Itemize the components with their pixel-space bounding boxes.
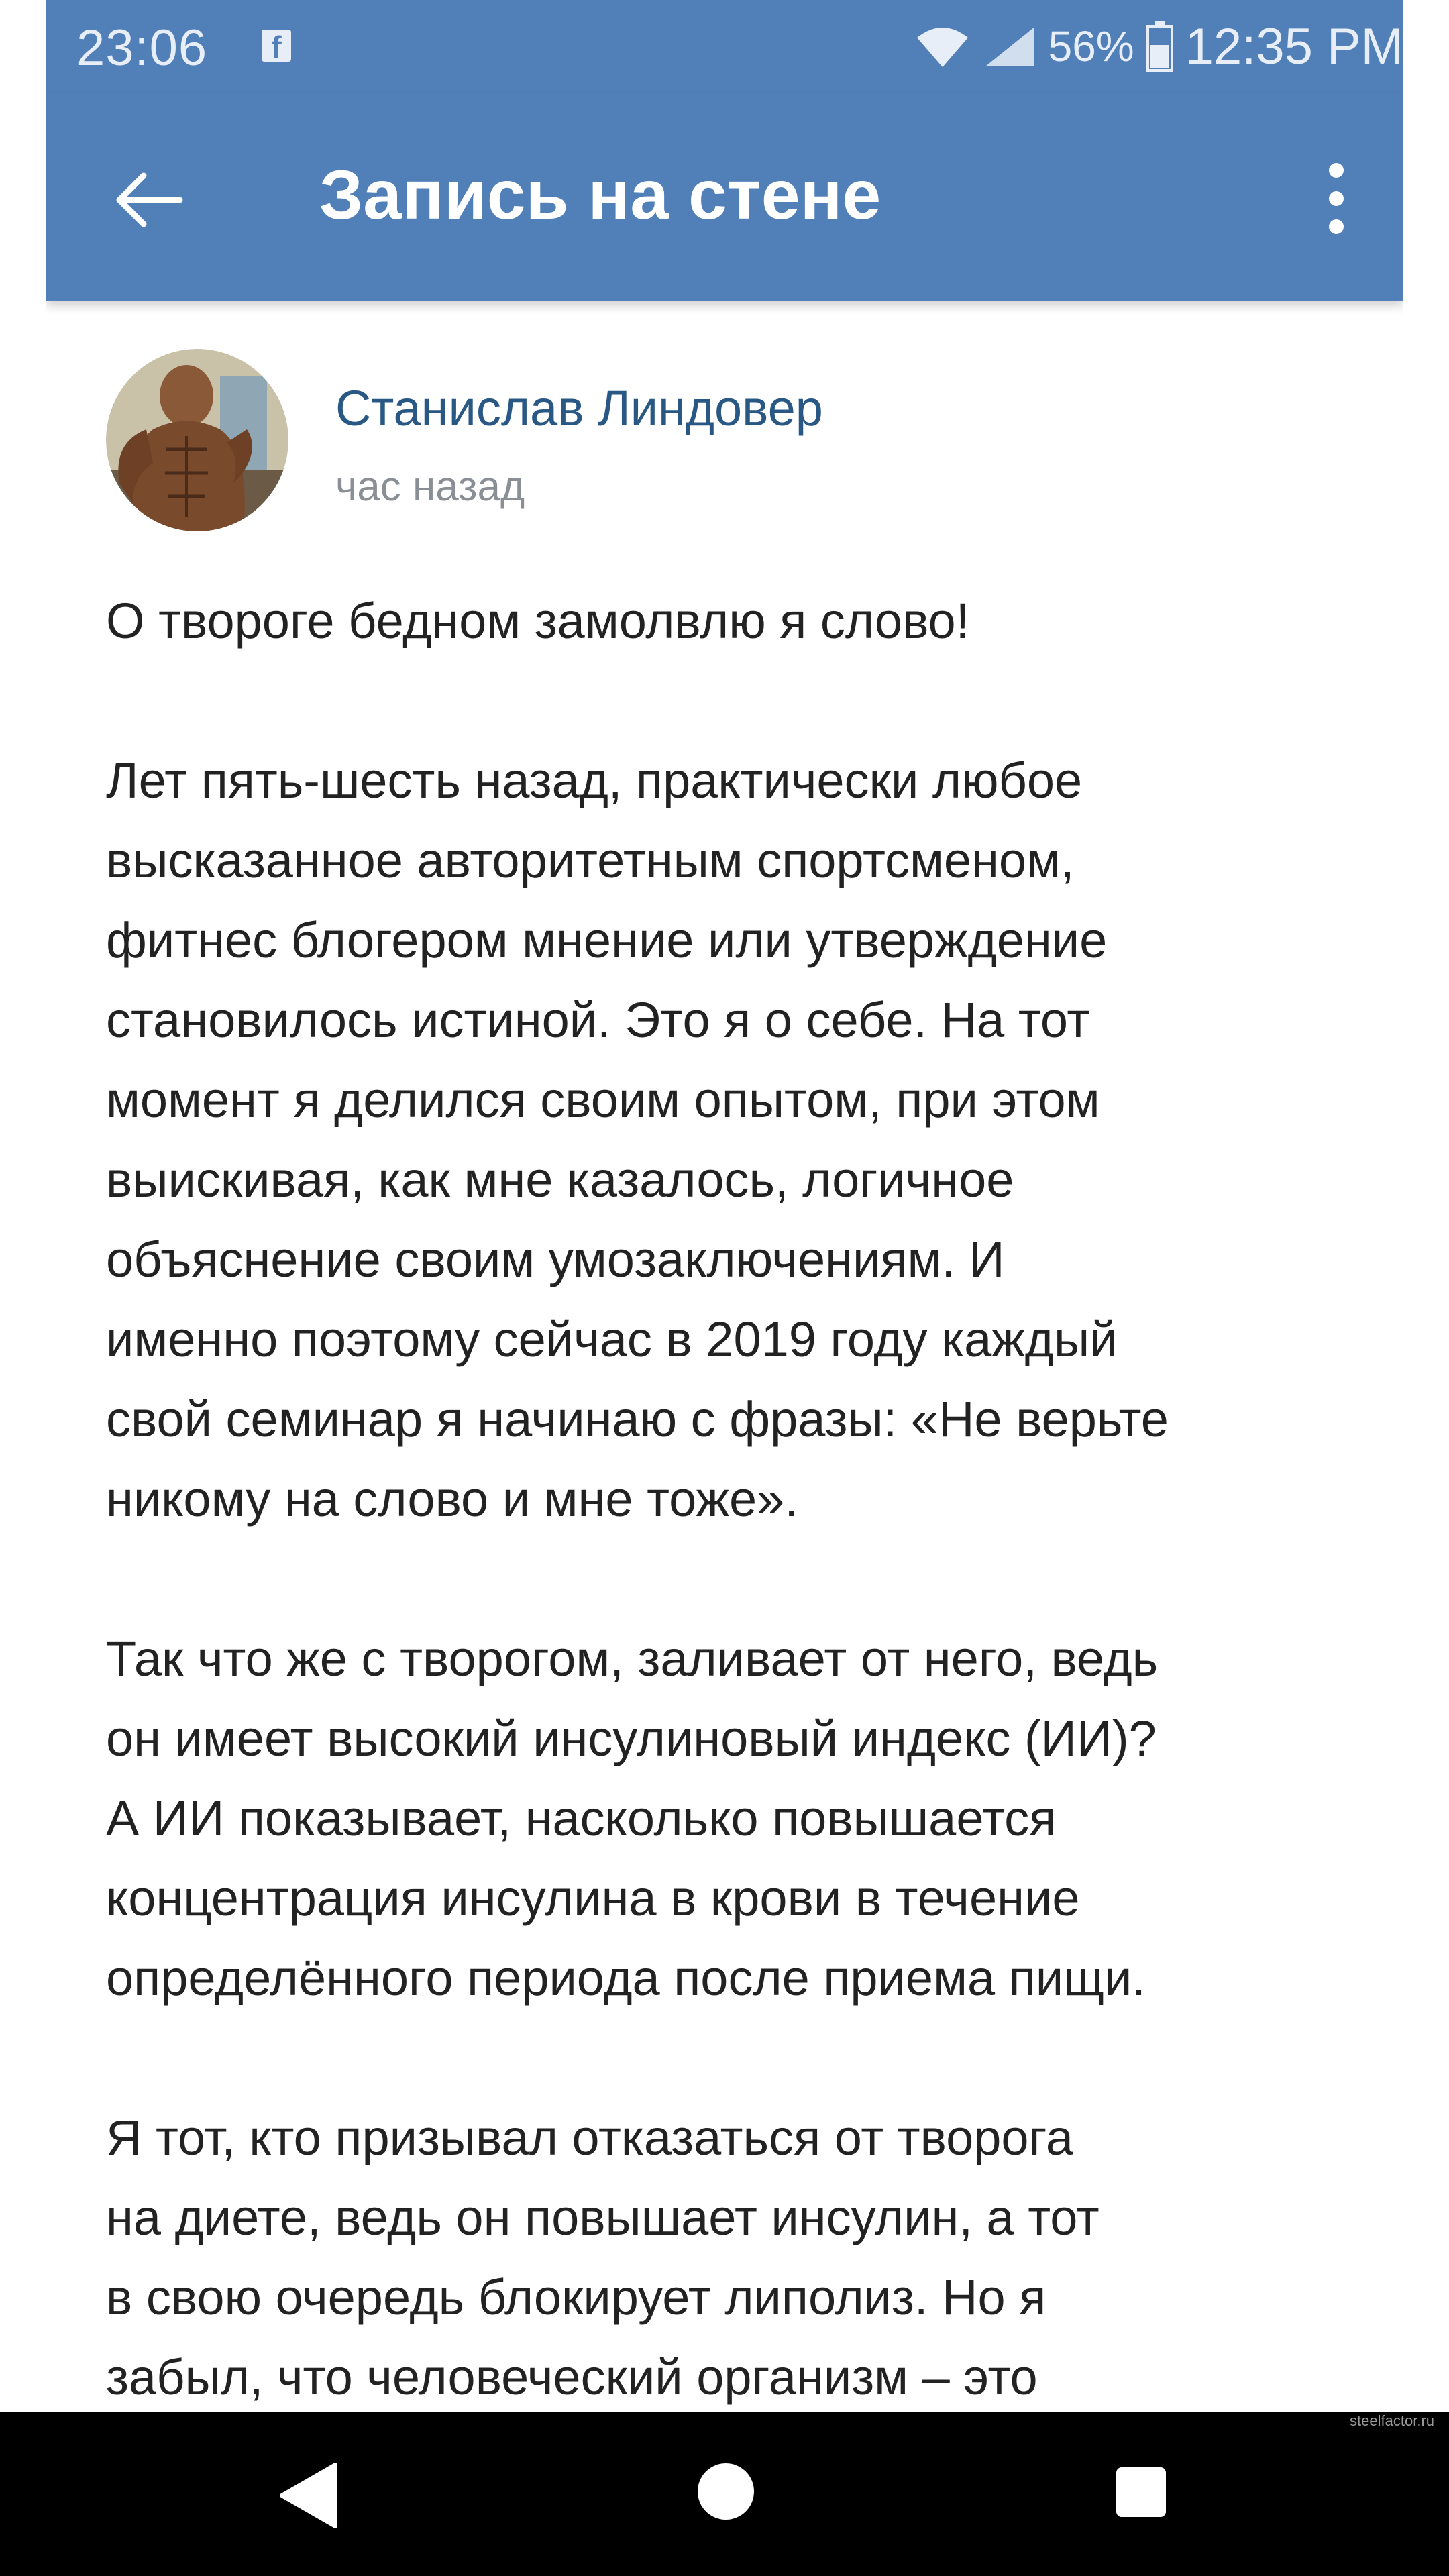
watermark: steelfactor.ru xyxy=(1350,2412,1434,2429)
text-line: Лет пять-шесть назад, практически любое xyxy=(106,753,1083,808)
text-line: именно поэтому сейчас в 2019 году каждый xyxy=(106,1311,1118,1367)
nav-recents-icon[interactable] xyxy=(1116,2467,1166,2517)
text-line: забыл, что человеческий организм – это xyxy=(106,2349,1038,2405)
text-line: момент я делился своим опытом, при этом xyxy=(106,1072,1100,1128)
avatar[interactable] xyxy=(106,349,288,531)
text-line: свой семинар я начинаю с фразы: «Не верьте xyxy=(106,1391,1169,1447)
battery-percent: 56% xyxy=(1048,22,1134,70)
left-margin xyxy=(0,0,46,2412)
text-line: Так что же с творогом, заливает от него, ведь xyxy=(106,1631,1159,1686)
text-line: определённого периода после приема пищи. xyxy=(106,1950,1146,2006)
post-paragraph xyxy=(106,2098,1381,2412)
author-name[interactable]: Станислав Линдовер xyxy=(335,380,823,436)
text-line: выискивая, как мне казалось, логичное xyxy=(106,1152,1014,1208)
wifi-icon xyxy=(914,23,971,70)
text-line: он имеет высокий инсулиновый индекс (ИИ)? xyxy=(106,1711,1157,1766)
battery-icon xyxy=(1146,21,1173,72)
status-bar xyxy=(46,0,1403,94)
status-time-right: 12:35 PM xyxy=(1185,17,1403,75)
arrow-left-icon[interactable] xyxy=(113,168,186,232)
right-margin xyxy=(1403,0,1449,2412)
signal-icon xyxy=(983,25,1036,68)
text-line: концентрация инсулина в крови в течение xyxy=(106,1870,1080,1926)
status-indicators xyxy=(914,16,1403,76)
post-text xyxy=(106,581,1381,2412)
text-line: фитнес блогером мнение или утверждение xyxy=(106,912,1108,968)
text-line: в свою очередь блокирует липолиз. Но я xyxy=(106,2269,1046,2325)
post-header xyxy=(46,349,1403,543)
status-time-left: 23:06 xyxy=(76,19,208,76)
text-line: объяснение своим умозаключениям. И xyxy=(106,1232,1005,1287)
text-line: Я тот, кто призывал отказаться от творога xyxy=(106,2110,1074,2165)
post-paragraph xyxy=(106,1619,1381,2018)
text-line: становилось истиной. Это я о себе. На тот xyxy=(106,992,1090,1048)
page-title: Запись на стене xyxy=(319,156,881,234)
app-bar xyxy=(46,94,1403,301)
text-line: О твороге бедном замолвлю я слово! xyxy=(106,593,970,649)
nav-home-icon[interactable] xyxy=(698,2463,754,2520)
text-line: А ИИ показывает, насколько повышается xyxy=(106,1790,1057,1846)
post-paragraph xyxy=(106,581,1381,661)
navigation-bar xyxy=(0,2412,1449,2576)
post-paragraph xyxy=(106,741,1381,1539)
text-line: высказанное авторитетным спортсменом, xyxy=(106,833,1075,888)
text-line: на диете, ведь он повышает инсулин, а тот xyxy=(106,2190,1099,2245)
more-vertical-icon[interactable] xyxy=(1316,158,1356,239)
facebook-icon: f xyxy=(262,30,291,62)
post-timestamp: час назад xyxy=(335,464,525,510)
phone-screen xyxy=(46,0,1403,2412)
nav-back-icon[interactable] xyxy=(276,2462,338,2529)
text-line: никому на слово и мне тоже». xyxy=(106,1471,798,1527)
